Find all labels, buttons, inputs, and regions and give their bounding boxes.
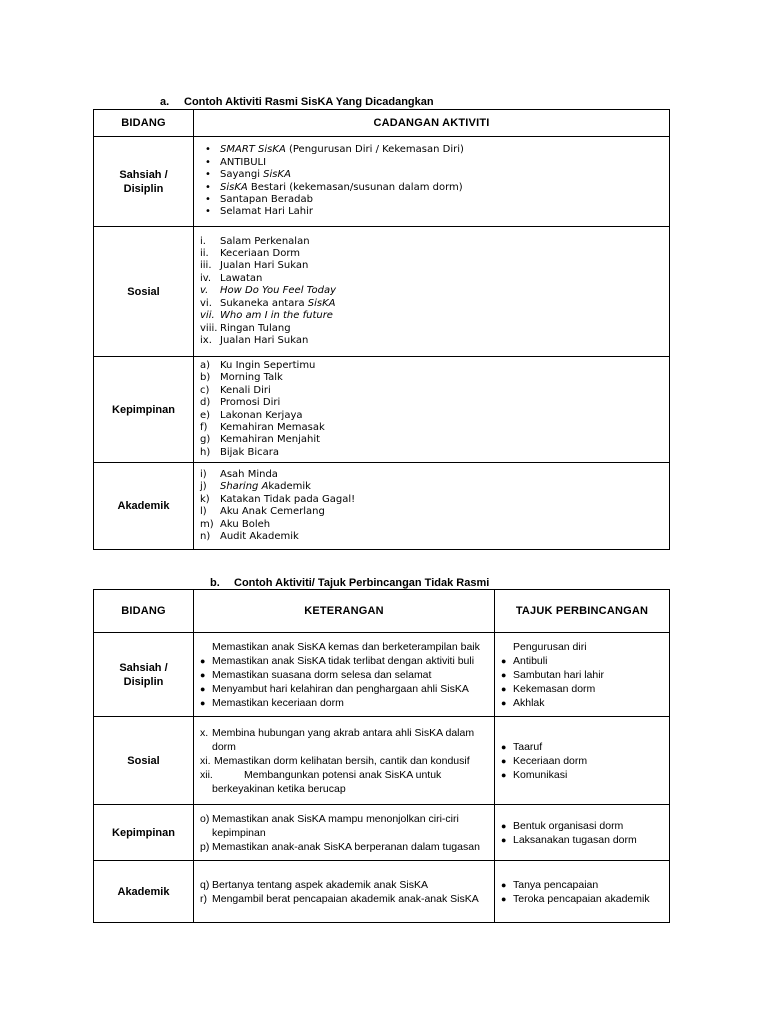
list-item [200,840,488,854]
header-tajuk-perbincangan: TAJUK PERBINCANGAN [495,590,670,633]
header-bidang: BIDANG [94,590,194,633]
list-marker: b) [200,372,211,384]
activity-text [220,469,278,481]
list-marker: iv. [200,272,212,284]
bidang-label: Disiplin [123,675,164,688]
list-item [200,410,663,422]
list-item [200,310,663,322]
table-row [94,137,670,227]
list-item [501,754,663,768]
list-marker: q) [200,878,210,891]
list-marker: v. [200,285,209,297]
section-b-heading [210,577,489,589]
text-part: Ku Ingin Sepertimu [220,360,316,371]
list-marker: h) [200,446,211,458]
item-text: Bentuk organisasi dorm [513,819,624,832]
activity-text [220,360,315,372]
bidang-label: Sosial [127,285,160,298]
list-marker: ● [501,741,507,752]
list-item [200,385,663,397]
activity-text [220,298,336,310]
list-item [200,481,663,493]
list-marker: ● [200,655,206,666]
list-marker: ● [501,755,507,766]
activity-text [220,144,464,155]
bidang-label: Sosial [127,754,160,767]
activity-text [220,323,291,335]
bidang-cell [94,861,194,923]
activity-text [220,310,333,322]
item-text: Memastikan anak SisKA mampu menonjolkan ciri-ciri [212,812,459,825]
list-item [200,157,663,169]
text-part: SisKA [263,169,291,181]
text-part: SisKA [307,297,336,309]
list-item [200,531,663,543]
keterangan-cell [194,717,495,805]
text-part: (Pengurusan Diri / Kekemasan Diri) [285,144,464,156]
table-a-header-row [94,110,670,137]
list-item [200,812,488,826]
item-text: Komunikasi [513,768,568,781]
list-item [501,682,663,696]
text-part: Katakan Tidak pada Gagal! [220,493,356,505]
bidang-cell [94,357,194,463]
item-text-continued: kepimpinan [212,826,266,839]
list-item [200,506,663,518]
item-text: Akhlak [513,696,545,709]
list-item [200,323,663,335]
list-marker: ● [200,683,206,694]
text-part: SMART SisKA [220,144,286,156]
item-text: Tanya pencapaian [513,878,599,891]
list-marker: ● [200,669,206,680]
list-item [200,169,663,181]
tajuk-cell [495,717,670,805]
text-part: Bestari (kekemasan/susunan dalam dorm) [247,181,463,193]
list-marker: vii. [200,310,215,322]
list-item [501,654,663,668]
text-part: Aku Boleh [220,518,271,530]
list-item [200,654,488,668]
bidang-cell [94,463,194,550]
list-marker: f) [200,422,208,434]
bidang-cell [94,805,194,861]
section-b-letter: b. [210,577,220,589]
list-item [501,892,663,906]
list-marker: ● [501,697,507,708]
list-marker: e) [200,409,211,421]
list-item [200,878,488,892]
text-part: Kemahiran Memasak [220,422,325,434]
activity-text [220,531,299,543]
table-row [94,805,670,861]
text-part: Sayangi [220,169,264,181]
header-bidang: BIDANG [94,110,194,137]
list-item [200,335,663,347]
activity-text [220,335,308,347]
activities-table-a [93,109,670,550]
item-text: Memastikan suasana dorm selesa dan selamat [212,668,432,681]
list-item [501,640,663,654]
list-item [200,397,663,409]
table-b-header-row [94,590,670,633]
activity-text [220,494,355,506]
keterangan-cell [194,633,495,717]
activity-text [220,206,313,217]
bidang-label: Sahsiah / [119,168,168,181]
list-marker: k) [200,493,210,505]
activity-text [220,182,463,193]
tajuk-cell [495,861,670,923]
tajuk-cell [495,805,670,861]
list-marker: i) [200,469,207,481]
text-part: Bijak Bicara [220,446,280,458]
list-marker: p) [200,840,210,853]
text-part: Kemahiran Menjahit [220,434,321,446]
list-item [501,768,663,782]
item-text: Pengurusan diri [513,640,587,653]
list-marker: l) [200,506,207,518]
list-item [200,248,663,260]
section-a-letter: a. [160,96,170,108]
activity-list [200,144,663,218]
activity-text [220,260,308,272]
text-part: Aku Anak Cemerlang [220,506,325,518]
activity-text [220,194,313,205]
activity-list [200,360,663,459]
list-item [200,298,663,310]
text-part: Santapan Beradab [220,193,313,205]
list-marker: vi. [200,297,212,309]
text-part: Morning Talk [220,372,283,384]
activity-text [220,434,320,446]
list-marker: i. [200,235,206,247]
activity-text [220,285,336,297]
list-marker: c) [200,384,210,396]
activity-text [220,410,303,422]
item-text: Sambutan hari lahir [513,668,605,681]
text-part: Kenali Diri [220,384,271,396]
activity-list [200,469,663,543]
activity-text [220,273,262,285]
list-marker: ii. [200,248,209,260]
item-text: Memastikan keceriaan dorm [212,696,344,709]
list-marker: x. [200,726,209,739]
list-marker: ix. [200,334,212,346]
list-marker: ● [501,879,507,890]
text-part: Lawatan [220,272,263,284]
bidang-label: Akademik [117,500,170,513]
item-text: Menyambut hari kelahiran dan penghargaan ahli SisKA [212,682,469,695]
list-item [200,144,663,156]
cadangan-cell [194,137,670,227]
list-marker: ● [501,769,507,780]
table-row [94,227,670,357]
cadangan-cell [194,463,670,550]
list-marker: ● [501,834,507,845]
list-item [501,696,663,710]
list-marker: ● [501,655,507,666]
section-a-title: Contoh Aktiviti Rasmi SisKA Yang Dicadangkan [184,96,434,108]
list-item [200,519,663,531]
list-item [200,360,663,372]
item-text: Mengambil berat pencapaian akademik anak-anak SisKA [212,892,479,905]
list-marker: g) [200,434,211,446]
bidang-cell [94,137,194,227]
activity-text [220,519,270,531]
activity-list [200,236,663,348]
activity-text [220,157,266,168]
list-item [200,640,488,654]
item-text: Laksanakan tugasan dorm [513,833,637,846]
bidang-label: Kepimpinan [112,403,175,416]
text-part: Ringan Tulang [220,322,291,334]
item-text: Teroka pencapaian akademik [513,892,650,905]
keterangan-cell [194,805,495,861]
item-text: Bertanya tentang aspek akademik anak SisKA [212,878,428,891]
table-row [94,861,670,923]
text-part: Selamat Hari Lahir [220,206,314,218]
list-item [501,819,663,833]
list-marker: m) [200,518,214,530]
tajuk-cell [495,633,670,717]
list-marker: a) [200,360,211,371]
list-item [501,833,663,847]
list-item [200,494,663,506]
bidang-label: Akademik [117,885,170,898]
list-item [200,696,488,710]
text-part: Who am I in the future [220,310,333,322]
item-text-continued: berkeyakinan ketika berucap [212,782,346,795]
list-item [200,236,663,248]
item-text-continued: dorm [212,740,236,753]
list-marker: j) [200,481,207,493]
text-part: SisKA [220,181,248,193]
item-text: Antibuli [513,654,548,667]
item-text: Membina hubungan yang akrab antara ahli SisKA dalam [212,726,475,739]
text-part: Promosi Diri [220,397,281,409]
item-text: Taaruf [513,740,543,753]
activity-text [220,397,280,409]
activity-text [220,372,283,384]
text-part: Asah Minda [220,469,278,481]
activity-text [220,481,311,493]
list-item [501,668,663,682]
list-marker: xi. [200,754,211,767]
list-marker: r) [200,892,207,905]
activity-text [220,422,325,434]
list-marker: xii. [200,768,213,781]
table-row [94,463,670,550]
text-part: How Do You Feel Today [220,285,337,297]
activities-table-b [93,589,670,923]
bidang-label: Disiplin [123,182,164,195]
bidang-label: Kepimpinan [112,826,175,839]
activity-text [220,447,279,459]
activity-text [220,385,271,397]
list-item [200,754,488,768]
text-part: Jualan Hari Sukan [220,260,309,272]
list-item [200,434,663,446]
list-item [200,726,488,740]
text-part: Salam Perkenalan [220,235,310,247]
list-item [200,682,488,696]
list-item [200,372,663,384]
list-marker: ● [501,820,507,831]
activity-text [220,248,300,260]
text-part: Lakonan Kerjaya [220,409,303,421]
list-marker: d) [200,397,211,409]
text-part: Sukaneka antara [220,297,308,309]
list-marker: ● [501,893,507,904]
text-part: Sharing A [220,481,269,493]
cadangan-cell [194,227,670,357]
text-part: Keceriaan Dorm [220,248,301,260]
item-text: Kekemasan dorm [513,682,596,695]
item-text: Membangunkan potensi anak SisKA untuk [244,768,442,781]
text-part: Jualan Hari Sukan [220,334,309,346]
header-keterangan: KETERANGAN [194,590,495,633]
text-part: Audit Akademik [220,531,299,543]
bidang-label: Sahsiah / [119,661,168,674]
item-text: Memastikan anak SisKA tidak terlibat dengan aktiviti buli [212,654,475,667]
section-b-title: Contoh Aktiviti/ Tajuk Perbincangan Tidak Rasmi [234,577,490,589]
header-cadangan-aktiviti: CADANGAN AKTIVITI [194,110,670,137]
list-item [200,892,488,906]
list-item [200,668,488,682]
table-row [94,717,670,805]
list-marker: ● [200,697,206,708]
bidang-cell [94,717,194,805]
activity-text [220,169,291,180]
list-item [200,768,488,782]
list-item [501,878,663,892]
list-marker: iii. [200,260,212,272]
table-row [94,357,670,463]
list-item [200,447,663,459]
list-item [200,260,663,272]
list-marker: viii. [200,322,218,334]
item-text: Keceriaan dorm [513,754,588,767]
cadangan-cell [194,357,670,463]
bidang-cell [94,633,194,717]
list-marker: o) [200,812,210,825]
activity-text [220,506,325,518]
activity-text [220,236,310,248]
list-item [200,273,663,285]
list-item [200,469,663,481]
item-text: Memastikan anak-anak SisKA berperanan dalam tugasan [212,840,480,853]
list-item [501,740,663,754]
list-item [200,285,663,297]
list-item [200,194,663,206]
table-row [94,633,670,717]
item-text: Memastikan dorm kelihatan bersih, cantik dan kondusif [214,754,470,767]
list-item [200,206,663,218]
list-item [200,422,663,434]
list-marker: n) [200,531,211,543]
bidang-cell [94,227,194,357]
text-part: kademik [268,481,311,493]
list-marker: ● [501,683,507,694]
section-a-heading [160,96,434,108]
text-part: ANTIBULI [220,156,267,168]
list-item [200,182,663,194]
item-text: Memastikan anak SisKA kemas dan berketerampilan baik [212,640,480,653]
list-marker: ● [501,669,507,680]
keterangan-cell [194,861,495,923]
